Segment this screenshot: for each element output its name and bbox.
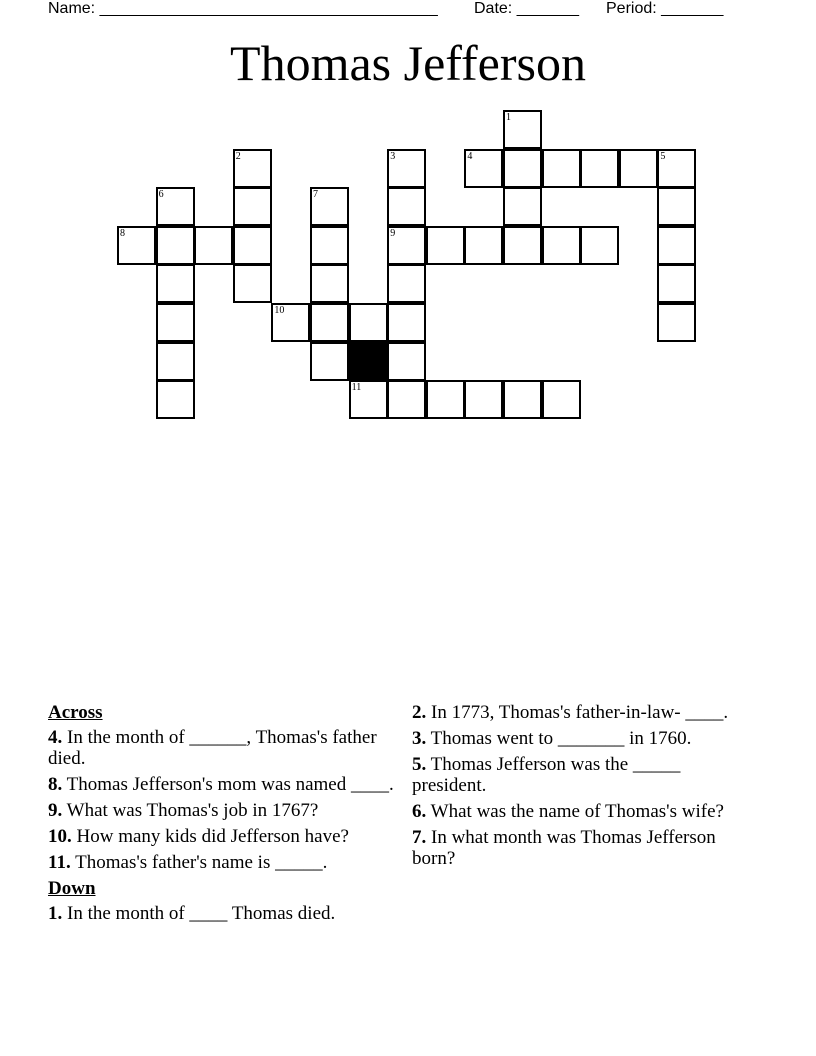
crossword-cell[interactable] — [503, 380, 542, 419]
period-label: Period: — [606, 0, 657, 17]
page-title: Thomas Jefferson — [230, 35, 586, 91]
cell-number: 4 — [467, 150, 473, 162]
cell-number: 7 — [313, 189, 318, 201]
crossword-cell[interactable] — [310, 187, 349, 226]
crossword-cell[interactable] — [156, 342, 195, 381]
crossword-cell[interactable] — [233, 187, 272, 226]
crossword-cell[interactable] — [542, 226, 581, 265]
clue-text: What was Thomas's job in 1767? — [66, 800, 319, 821]
clue-down-1 — [48, 903, 398, 924]
crossword-cell[interactable] — [233, 149, 272, 188]
crossword-cell[interactable] — [657, 264, 696, 303]
clue-number: 3. — [412, 728, 427, 749]
crossword-cell[interactable] — [349, 380, 388, 419]
crossword-cell[interactable] — [156, 226, 195, 265]
crossword-cell[interactable] — [657, 303, 696, 342]
crossword-cell[interactable] — [387, 264, 426, 303]
cell-number: 6 — [158, 189, 164, 201]
cell-number: 5 — [660, 150, 666, 162]
crossword-cell[interactable] — [542, 149, 581, 188]
clues-left-column — [48, 702, 398, 929]
cell-number: 9 — [390, 227, 396, 239]
cell-number: 11 — [351, 382, 362, 394]
across-heading: Across — [48, 702, 103, 723]
crossword-cell[interactable] — [464, 380, 503, 419]
crossword-cell[interactable] — [387, 149, 426, 188]
clue-across-8 — [48, 774, 398, 795]
crossword-grid — [0, 0, 816, 440]
clue-text: Thomas's father's name is _____. — [75, 852, 328, 873]
clue-text: Thomas went to _______ in 1760. — [430, 728, 692, 749]
crossword-cell[interactable] — [194, 226, 233, 265]
clue-number: 4. — [48, 727, 63, 748]
crossword-cell[interactable] — [580, 226, 619, 265]
crossword-cell[interactable] — [542, 380, 581, 419]
crossword-cell[interactable] — [349, 303, 388, 342]
date-blank: _______ — [516, 0, 579, 17]
clue-text: Thomas Jefferson was the _____ president. — [412, 754, 681, 796]
clue-down-6 — [412, 801, 752, 822]
date-label: Date: — [474, 0, 513, 17]
clue-number: 9. — [48, 800, 63, 821]
clue-number: 1. — [48, 903, 63, 924]
clue-number: 10. — [48, 826, 72, 847]
crossword-cell[interactable] — [503, 110, 542, 149]
clue-text: What was the name of Thomas's wife? — [430, 801, 724, 822]
name-label: Name: — [48, 0, 96, 17]
crossword-cell[interactable] — [657, 226, 696, 265]
clue-down-7 — [412, 827, 752, 869]
clue-across-9 — [48, 800, 398, 821]
clue-number: 8. — [48, 774, 63, 795]
crossword-cell[interactable] — [233, 226, 272, 265]
clue-text: In the month of ______, Thomas's father died. — [48, 727, 377, 769]
crossword-cell[interactable] — [580, 149, 619, 188]
crossword-cell[interactable] — [156, 187, 195, 226]
clue-number: 6. — [412, 801, 427, 822]
crossword-cell[interactable] — [387, 303, 426, 342]
clue-down-2 — [412, 702, 752, 723]
crossword-cell[interactable] — [387, 226, 426, 265]
crossword-cell[interactable] — [503, 226, 542, 265]
crossword-cell[interactable] — [156, 264, 195, 303]
crossword-cell[interactable] — [310, 226, 349, 265]
crossword-cell[interactable] — [503, 149, 542, 188]
clue-across-4 — [48, 727, 398, 769]
crossword-cell[interactable] — [657, 149, 696, 188]
clue-text: In the month of ____ Thomas died. — [67, 903, 336, 924]
clue-text: How many kids did Jefferson have? — [76, 826, 349, 847]
crossword-cell[interactable] — [464, 149, 503, 188]
crossword-cell[interactable] — [426, 380, 465, 419]
clue-across-11 — [48, 852, 398, 873]
crossword-cell[interactable] — [619, 149, 658, 188]
clue-down-5 — [412, 754, 752, 796]
clue-text: In 1773, Thomas's father-in-law- ____. — [431, 702, 729, 723]
crossword-cell[interactable] — [503, 187, 542, 226]
cell-number: 2 — [235, 150, 241, 162]
crossword-cell[interactable] — [310, 342, 349, 381]
cell-number: 8 — [120, 227, 125, 239]
crossword-block — [349, 342, 388, 381]
cell-number: 1 — [506, 112, 511, 123]
crossword-cell[interactable] — [233, 264, 272, 303]
cell-number: 10 — [274, 305, 285, 316]
clue-number: 7. — [412, 827, 427, 848]
cell-number: 3 — [390, 150, 396, 162]
clue-text: In what month was Thomas Jefferson born? — [412, 827, 716, 869]
name-blank: ______________________________________ — [99, 0, 438, 17]
clue-number: 2. — [412, 702, 427, 723]
crossword-cell[interactable] — [657, 187, 696, 226]
crossword-cell[interactable] — [387, 380, 426, 419]
clue-number: 11. — [48, 852, 71, 873]
crossword-cell[interactable] — [387, 342, 426, 381]
clue-number: 5. — [412, 754, 427, 775]
crossword-cell[interactable] — [464, 226, 503, 265]
crossword-cell[interactable] — [271, 303, 310, 342]
down-heading: Down — [48, 878, 96, 899]
crossword-cell[interactable] — [117, 226, 156, 265]
clue-across-10 — [48, 826, 398, 847]
clues-right-column — [412, 702, 752, 874]
crossword-cell[interactable] — [156, 303, 195, 342]
crossword-cell[interactable] — [310, 264, 349, 303]
clue-text: Thomas Jefferson's mom was named ____. — [66, 774, 394, 795]
period-blank: _______ — [661, 0, 724, 17]
crossword-cell[interactable] — [156, 380, 195, 419]
crossword-cell[interactable] — [310, 303, 349, 342]
crossword-cell[interactable] — [426, 226, 465, 265]
crossword-cell[interactable] — [387, 187, 426, 226]
clue-down-3 — [412, 728, 752, 749]
